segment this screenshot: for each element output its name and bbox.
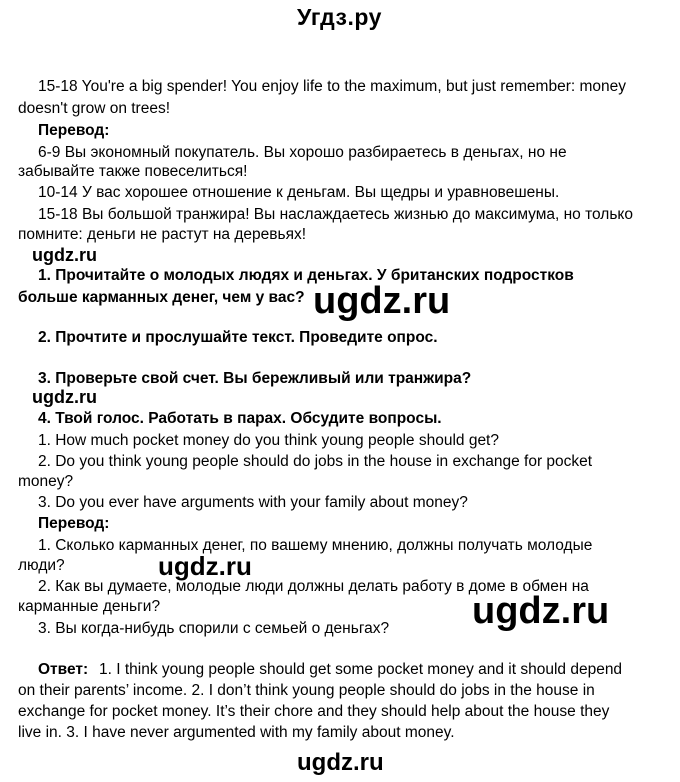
translation-heading: Перевод:	[38, 122, 110, 139]
text-line: 10-14 У вас хорошее отношение к деньгам. Вы щедры и уравновешены.	[38, 184, 560, 201]
watermark: ugdz.ru	[313, 280, 451, 322]
text-line: doesn't grow on trees!	[18, 100, 171, 117]
text-line: 3. Вы когда-нибудь спорили с семьей о деньгах?	[38, 620, 390, 637]
text-line: money?	[18, 473, 74, 490]
translation-heading: Перевод:	[38, 515, 110, 532]
task-heading: 2. Прочтите и прослушайте текст. Проведите опрос.	[38, 329, 438, 346]
text-line: on their parents’ income. 2. I don’t think young people should do jobs in the house in	[18, 682, 595, 699]
task-heading: 1. Прочитайте о молодых людях и деньгах. У британских подростков	[38, 267, 574, 284]
text-line: 1. I think young people should get some pocket money and it should depend	[99, 661, 623, 678]
text-line: exchange for pocket money. It’s their chore and they should help about the house they	[18, 703, 610, 720]
text-line: люди?	[18, 557, 65, 574]
watermark: ugdz.ru	[297, 749, 384, 776]
site-title: Угдз.ру	[297, 4, 382, 30]
watermark: ugdz.ru	[32, 245, 97, 265]
text-line: карманные деньги?	[18, 598, 161, 615]
task-heading: 4. Твой голос. Работать в парах. Обсудите вопросы.	[38, 410, 442, 427]
text-line: live in. 3. I have never argumented with my family about money.	[18, 724, 455, 741]
text-line: 1. How much pocket money do you think young people should get?	[38, 432, 499, 449]
text-line: 15-18 You're a big spender! You enjoy life to the maximum, but just remember: money	[38, 78, 626, 95]
text-line: 3. Do you ever have arguments with your family about money?	[38, 494, 468, 511]
text-line: 1. Сколько карманных денег, по вашему мнению, должны получать молодые	[38, 537, 593, 554]
text-line: 15-18 Вы большой транжира! Вы наслаждаетесь жизнью до максимума, но только	[38, 206, 634, 223]
watermark: ugdz.ru	[472, 590, 610, 632]
text-line: 2. Как вы думаете, молодые люди должны делать работу в доме в обмен на	[38, 578, 589, 595]
answer-label: Ответ:	[38, 661, 89, 678]
watermark: ugdz.ru	[158, 551, 252, 581]
text-line: 2. Do you think young people should do jobs in the house in exchange for pocket	[38, 453, 593, 470]
text-line: помните: деньги не растут на деревьях!	[18, 226, 307, 243]
task-heading: больше карманных денег, чем у вас?	[18, 289, 305, 306]
text-line: забывайте также повеселиться!	[18, 163, 248, 180]
task-heading: 3. Проверьте свой счет. Вы бережливый или транжира?	[38, 370, 472, 387]
watermark: ugdz.ru	[32, 387, 97, 407]
text-line: 6-9 Вы экономный покупатель. Вы хорошо разбираетесь в деньгах, но не	[38, 144, 567, 161]
